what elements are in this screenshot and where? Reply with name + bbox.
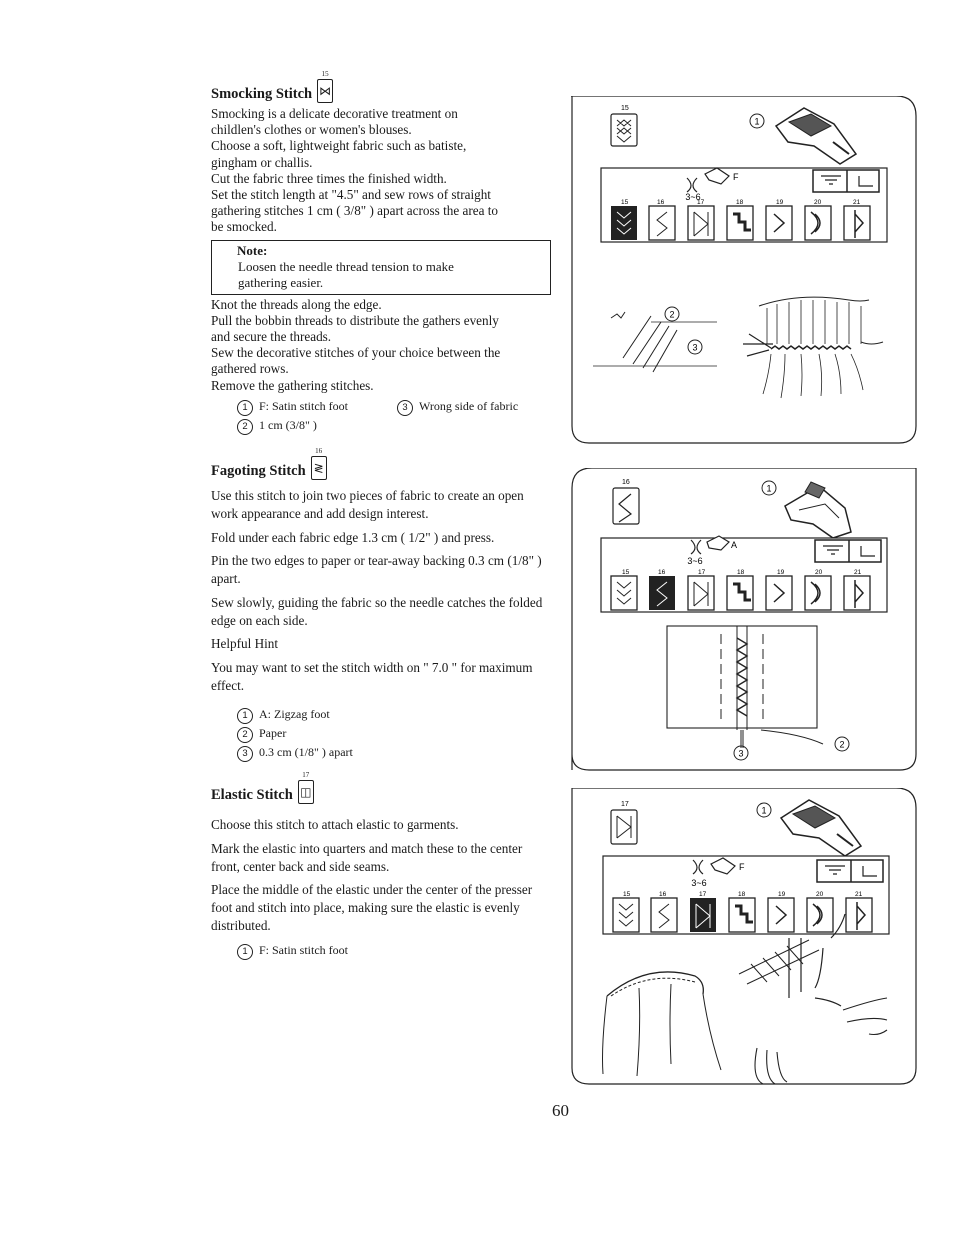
elastic-title: Elastic Stitch: [211, 787, 293, 803]
svg-text:18: 18: [736, 199, 744, 206]
page-number: 60: [552, 1101, 569, 1120]
pattern-19-key: [768, 898, 794, 932]
foot-letter: F: [739, 862, 745, 872]
legend-item: 3 0.3 cm (1/8" ) apart: [237, 743, 551, 762]
smocked-fabric-illustration: [743, 297, 883, 398]
callout-2: 2: [669, 309, 675, 320]
pattern-16-key: [649, 576, 675, 610]
stitch-length-range: 3~6: [691, 878, 707, 888]
selected-pattern-key-icon: [611, 810, 637, 844]
pattern-21-key: [846, 898, 872, 932]
note-title: Note:: [237, 242, 268, 258]
pattern-21-key: [844, 576, 870, 610]
smocking-paragraph-1: Smocking is a delicate decorative treatment on childlen's clothes or women's blouses. Choose a soft, lightweight fabric such as batiste, gingham or challis. Cut the fabric three times the finished width. Set the stitch length at "4.5" and sew rows of straight gathering stitches 1 cm ( 3/8" ) apart across the area to be smocked.: [211, 106, 498, 235]
callout-3: 3: [738, 748, 744, 759]
tension-indicator-icon: [815, 540, 881, 562]
svg-text:16: 16: [658, 569, 666, 576]
svg-text:17: 17: [697, 199, 705, 206]
smocking-title: Smocking Stitch: [211, 86, 313, 102]
svg-text:19: 19: [777, 569, 785, 576]
legend-item: 1 A: Zigzag foot: [237, 705, 551, 724]
fagoting-section: [211, 447, 551, 762]
foot-letter: F: [733, 172, 739, 182]
svg-text:19: 19: [778, 891, 786, 898]
pattern-16-key: [651, 898, 677, 932]
svg-text:16: 16: [657, 199, 665, 206]
fagoting-legend: [237, 705, 551, 762]
gathering-rows-illustration: [593, 307, 717, 372]
svg-text:19: 19: [776, 199, 784, 206]
elastic-section: [211, 771, 551, 960]
stitch-length-range: 3~6: [685, 192, 701, 202]
selected-pattern-number: 16: [622, 479, 630, 486]
pattern-19-key: [766, 206, 792, 240]
legend-item: 3 Wrong side of fabric: [397, 397, 518, 416]
svg-text:20: 20: [816, 891, 824, 898]
satin-stitch-foot-icon: [776, 108, 856, 164]
elastic-heading: [211, 771, 551, 804]
svg-text:15: 15: [621, 199, 629, 206]
pattern-17-key: [688, 206, 714, 240]
foot-letter: A: [731, 540, 738, 550]
pattern-16-key: [649, 206, 675, 240]
pattern-21-key: [844, 206, 870, 240]
stitch-length-range: 3~6: [687, 556, 703, 566]
callout-3: 3: [692, 342, 698, 353]
svg-text:18: 18: [737, 569, 745, 576]
pattern-15-key: [611, 576, 637, 610]
smocking-section: [211, 70, 551, 435]
zigzag-foot-icon: [785, 482, 851, 538]
helpful-hint-heading: Helpful Hint: [211, 636, 279, 651]
elastic-garment-illustration: [603, 914, 888, 1084]
elastic-legend: [237, 941, 551, 960]
selected-pattern-key-icon: [613, 488, 639, 524]
note-box: Note: Loosen the needle thread tension to make gathering easier.: [211, 240, 551, 295]
callout-1: 1: [766, 483, 772, 494]
callout-1: 1: [754, 116, 760, 127]
svg-text:17: 17: [699, 891, 707, 898]
callout-2: 2: [839, 739, 845, 750]
pattern-19-key: [766, 576, 792, 610]
legend-item: 2 1 cm (3/8" ): [237, 416, 551, 435]
svg-text:21: 21: [855, 891, 863, 898]
smocking-figure: [571, 96, 917, 444]
legend-item: 1 F: Satin stitch foot: [237, 397, 397, 416]
smocking-heading: [211, 70, 551, 103]
smocking-stitch-icon: 15 ⋈: [317, 79, 333, 103]
svg-text:21: 21: [854, 569, 862, 576]
svg-text:16: 16: [659, 891, 667, 898]
pattern-15-key: [613, 898, 639, 932]
svg-text:20: 20: [815, 569, 823, 576]
pattern-15-key: [611, 206, 637, 240]
svg-text:15: 15: [623, 891, 631, 898]
pattern-17-key: [690, 898, 716, 932]
elastic-stitch-icon: 17 ◫: [298, 780, 314, 804]
svg-text:18: 18: [738, 891, 746, 898]
legend-item: 1 F: Satin stitch foot: [237, 941, 551, 960]
tension-indicator-icon: [817, 860, 883, 882]
satin-stitch-foot-icon: [781, 800, 861, 856]
smocking-legend: [237, 397, 551, 435]
elastic-paragraphs: Choose this stitch to attach elastic to garments. Mark the elastic into quarters and match these to the center front, center back and side seams. Place the middle of the elastic under the center of the presser foot and stitch into place, making sure the elastic is evenly distributed.: [211, 817, 533, 933]
svg-text:21: 21: [853, 199, 861, 206]
pattern-17-key: [688, 576, 714, 610]
tension-indicator-icon: [813, 170, 879, 192]
fagoting-title: Fagoting Stitch: [211, 463, 306, 479]
svg-text:20: 20: [814, 199, 822, 206]
fagoting-fabric-illustration: [667, 626, 849, 760]
fagoting-heading: [211, 447, 551, 480]
selected-pattern-number: 15: [621, 105, 629, 112]
svg-text:17: 17: [698, 569, 706, 576]
smocking-paragraph-2: Knot the threads along the edge. Pull the bobbin threads to distribute the gathers evenly and secure the threads. Sew the decorative stitches of your choice between the gathered rows. Remove the gathering stitches.: [211, 296, 501, 393]
selected-pattern-number: 17: [621, 801, 629, 808]
fagoting-figure: [571, 468, 917, 772]
callout-1: 1: [761, 805, 767, 816]
fagoting-stitch-icon: 16 ≷: [311, 456, 327, 480]
fagoting-paragraphs: Use this stitch to join two pieces of fabric to create an open work appearance and add design interest. Fold under each fabric edge 1.3 cm ( 1/2" ) and press. Pin the two edges to paper or tear-away backing 0.3 cm (1/8" ) apart. Sew slowly, guiding the fabric so the needle catches the folded edge on each side. Helpful Hint You may want to set the stitch width on " 7.0 " for maximum effect.: [211, 487, 551, 695]
selected-pattern-key-icon: [611, 114, 637, 146]
elastic-figure: [571, 788, 917, 1086]
svg-text:15: 15: [622, 569, 630, 576]
legend-item: 2 Paper: [237, 724, 551, 743]
